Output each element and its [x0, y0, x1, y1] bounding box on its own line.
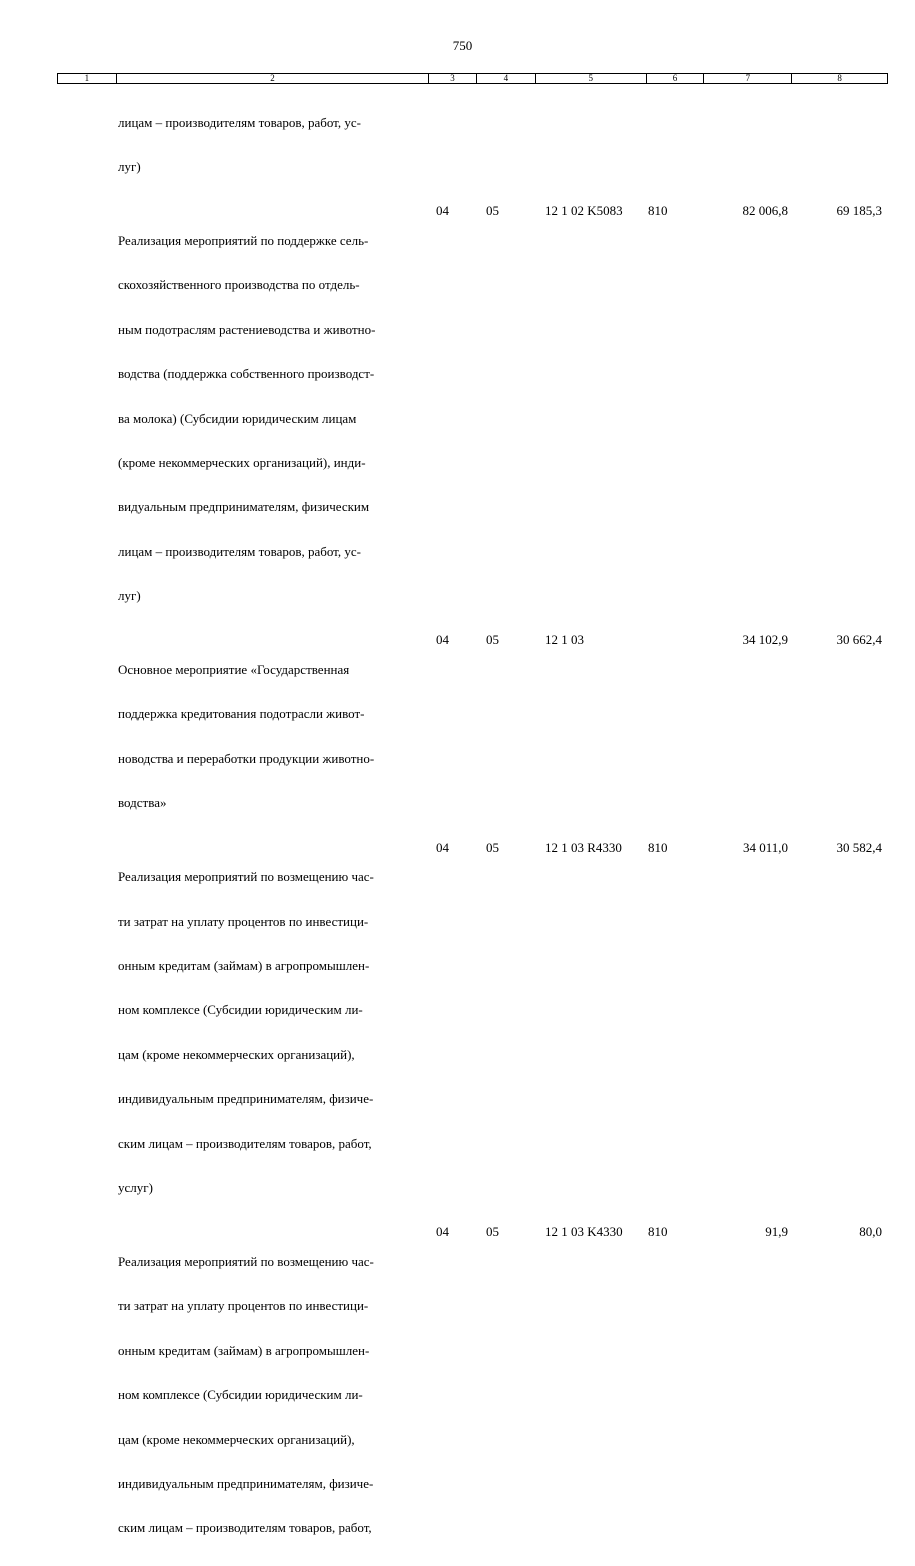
target-article-code: 12 1 03 K4330 — [545, 1224, 623, 1240]
header-col-6: 6 — [647, 74, 705, 83]
description-line: цам (кроме некоммерческих организаций), — [118, 1431, 355, 1447]
description-line: Реализация мероприятий по поддержке сель- — [118, 232, 369, 248]
header-col-8: 8 — [837, 73, 842, 83]
amount-col-7 — [698, 86, 788, 204]
amount-col-7: 82 006,8 — [742, 203, 788, 219]
row-description — [118, 633, 436, 840]
target-article-code: 12 1 03 R4330 — [545, 839, 622, 855]
subsection-code: 05 — [486, 1224, 499, 1240]
description-line: водства (поддержка собственного производст- — [118, 366, 375, 382]
header-col-7: 7 — [704, 74, 792, 83]
header-col-5: 5 — [536, 74, 647, 83]
description-line: Реализация мероприятий по возмещению час- — [118, 869, 374, 885]
expense-type-code: 810 — [648, 203, 668, 219]
target-article-code: 12 1 02 K5083 — [545, 203, 623, 219]
description-line: Основное мероприятие «Государственная — [118, 662, 350, 678]
target-article-code: 12 1 03 — [545, 632, 584, 648]
table-header — [57, 73, 888, 84]
amount-col-7: 34 011,0 — [742, 839, 788, 855]
description-line: ти затрат на уплату процентов по инвестици- — [118, 1298, 369, 1314]
description-line: новодства и переработки продукции животно- — [118, 750, 375, 766]
row-description — [118, 841, 436, 1226]
expense-type-code: 810 — [648, 839, 668, 855]
amount-col-7: 34 102,9 — [742, 632, 788, 648]
row-description — [118, 86, 436, 204]
amount-col-8: 69 185,3 — [836, 203, 882, 219]
description-line: водства» — [118, 795, 167, 811]
description-line: цам (кроме некоммерческих организаций), — [118, 1046, 355, 1062]
description-line: лицам – производителям товаров, работ, ус- — [118, 114, 361, 130]
header-col-1: 1 — [58, 74, 117, 83]
subsection-code: 05 — [486, 203, 499, 219]
description-line: услуг) — [118, 1179, 153, 1195]
table-body — [57, 86, 888, 1566]
description-line: ти затрат на уплату процентов по инвестици- — [118, 913, 369, 929]
description-line: ным подотраслям растениеводства и животно- — [118, 321, 376, 337]
description-line: луг) — [118, 158, 141, 174]
row-num-cell — [57, 633, 118, 840]
description-line: видуальным предпринимателям, физическим — [118, 499, 370, 515]
expense-type-code: 810 — [648, 1224, 668, 1240]
description-line: ва молока) (Субсидии юридическим лицам — [118, 410, 357, 426]
description-line: ном комплексе (Субсидии юридическим ли- — [118, 1002, 363, 1018]
page-number: 750 — [452, 38, 473, 53]
section-code: 04 — [436, 1224, 449, 1240]
table-row — [57, 86, 888, 204]
amount-col-8: 80,0 — [859, 1224, 882, 1240]
description-line: (кроме некоммерческих организаций), инди- — [118, 454, 366, 470]
row-num-cell — [57, 1225, 118, 1565]
description-line: онным кредитам (займам) в агропромышлен- — [118, 958, 370, 974]
description-line: ским лицам – производителям товаров, работ, — [118, 1135, 372, 1151]
subsection-code: 05 — [486, 632, 499, 648]
row-num-cell — [57, 204, 118, 633]
amount-col-8: 30 582,4 — [836, 839, 882, 855]
subsection-code: 05 — [486, 839, 499, 855]
amount-col-8 — [788, 86, 882, 204]
description-line: индивидуальным предпринимателям, физиче- — [118, 1475, 374, 1491]
amount-col-8: 30 662,4 — [836, 632, 882, 648]
table-row — [57, 1225, 888, 1565]
table-row — [57, 841, 888, 1226]
row-num-cell — [57, 841, 118, 1226]
header-col-4: 4 — [477, 74, 536, 83]
row-description — [118, 1225, 436, 1565]
table-row — [57, 633, 888, 840]
header-col-3: 3 — [429, 74, 477, 83]
amount-col-7: 91,9 — [765, 1224, 788, 1240]
description-line: ном комплексе (Субсидии юридическим ли- — [118, 1387, 363, 1403]
table-row — [57, 204, 888, 633]
header-col-2: 2 — [117, 74, 429, 83]
target-article-code — [545, 86, 648, 204]
description-line: онным кредитам (займам) в агропромышлен- — [118, 1342, 370, 1358]
description-line: лицам – производителям товаров, работ, ус- — [118, 543, 361, 559]
subsection-code — [486, 86, 545, 204]
expense-type-code — [648, 633, 698, 840]
description-line: скохозяйственного производства по отдель- — [118, 277, 360, 293]
row-description — [118, 204, 436, 633]
row-num-cell — [57, 86, 118, 204]
description-line: ским лицам – производителям товаров, работ, — [118, 1520, 372, 1536]
section-code — [436, 86, 486, 204]
section-code: 04 — [436, 632, 449, 648]
description-line: поддержка кредитования подотрасли живот- — [118, 706, 365, 722]
expense-type-code — [648, 86, 698, 204]
section-code: 04 — [436, 203, 449, 219]
description-line: индивидуальным предпринимателям, физиче- — [118, 1091, 374, 1107]
description-line: луг) — [118, 588, 141, 604]
section-code: 04 — [436, 839, 449, 855]
description-line: Реализация мероприятий по возмещению час- — [118, 1253, 374, 1269]
